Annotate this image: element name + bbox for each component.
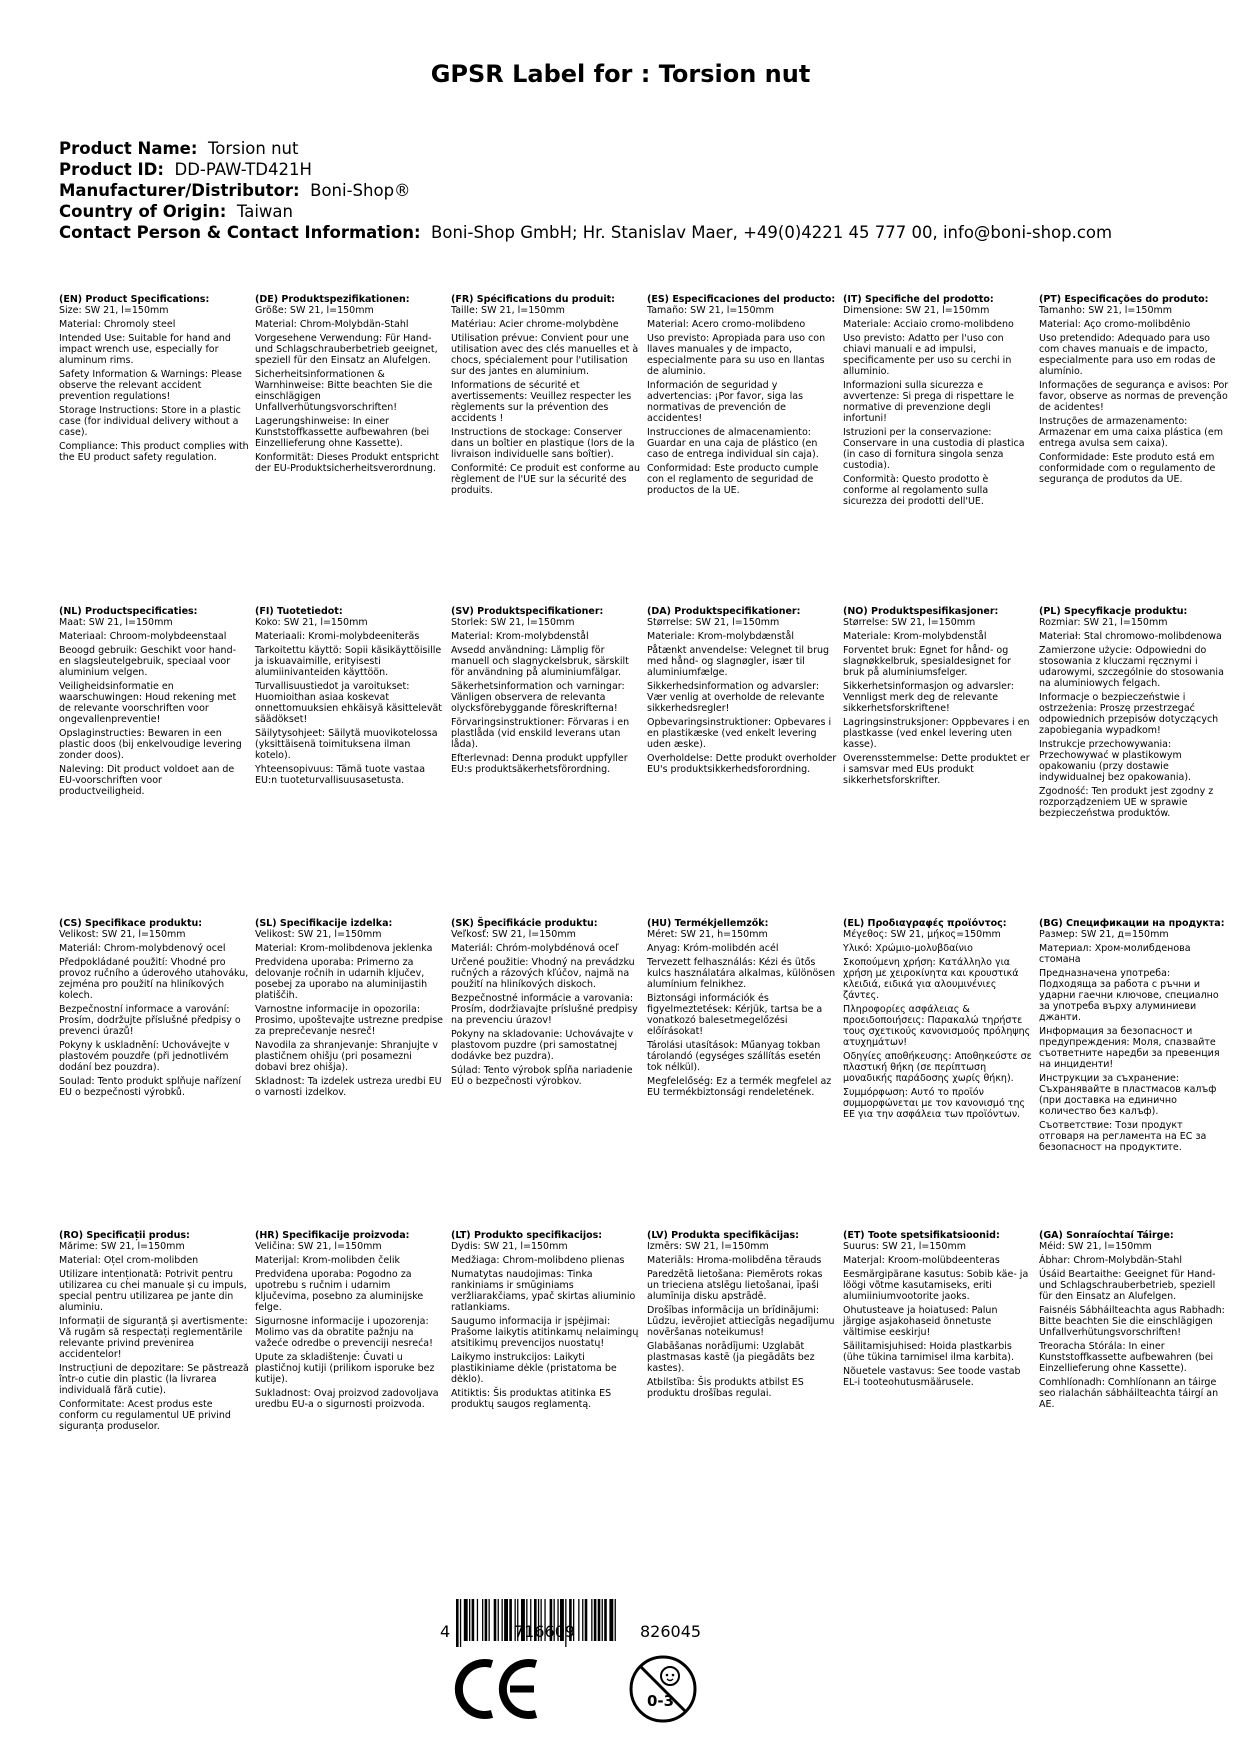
spec-paragraph: Pokyny na skladovanie: Uchovávajte v plastovom puzdre (pri samostatnej dodávke bez puzdra). [451, 1029, 634, 1062]
language-heading: (EL) Προδιαγραφές προϊόντος: [843, 918, 1007, 929]
language-heading: (PT) Especificações do produto: [1039, 294, 1209, 305]
language-block [843, 294, 1033, 510]
spec-paragraph: Overensstemmelse: Dette produktet er i samsvar med EUs produkt sikkerhetsforskrifter. [843, 753, 1030, 786]
barcode-digits [440, 1600, 820, 1641]
spec-paragraph: Инструкции за съхранение: Съхранявайте в пластмасов калъф (при доставка на единично количество без калъф). [1039, 1073, 1217, 1117]
spec-paragraph: Instruções de armazenamento: Armazenar em uma caixa plástica (em entrega avulsa sem caixa). [1039, 416, 1223, 449]
spec-paragraph: Utilizare intenționată: Potrivit pentru utilizarea cu chei manuale și cu impuls, special pentru utilizarea pe jante din aluminiu. [59, 1269, 247, 1313]
language-block [451, 918, 641, 1090]
spec-paragraph: Instructions de stockage: Conserver dans un boîtier en plastique (lors de la livraison individuelle sans boîtier). [451, 427, 635, 460]
language-block [843, 606, 1033, 789]
language-block [255, 606, 445, 789]
spec-paragraph: Glabāšanas norādījumi: Uzglabāt plastmasas kastē (ja piegādāts bez kastes). [647, 1341, 815, 1374]
spec-paragraph: Veiligheidsinformatie en waarschuwingen: Houd rekening met de relevante voorschriften voor ongevallenpreventie! [59, 681, 237, 725]
spec-paragraph: Sikkerhetsinformasjon og advarsler: Vennligst merk deg de relevante sikkerhetsforskriftene! [843, 681, 1014, 714]
spec-paragraph: Mărime: SW 21, l=150mm [59, 1241, 185, 1252]
spec-paragraph: Uso previsto: Adatto per l'uso con chiavi manuali e ad impulsi, specificamente per uso su cerchi in alluminio. [843, 333, 1012, 377]
language-heading: (FI) Tuotetiedot: [255, 606, 343, 617]
spec-paragraph: Συμμόρφωση: Αυτό το προϊόν συμμορφώνεται με τον κανονισμό της ΕΕ για την ασφάλεια των προϊόντων. [843, 1087, 1026, 1120]
spec-paragraph: Instrukcje przechowywania: Przechowywać w plastikowym opakowaniu (przy dostawie indywidualnej bez opakowania). [1039, 739, 1192, 783]
spec-paragraph: Materjal: Kroom-molübdeenteras [843, 1255, 1000, 1266]
language-heading: (IT) Specifiche del prodotto: [843, 294, 994, 305]
language-block [59, 1230, 249, 1435]
info-row [59, 201, 1199, 222]
language-heading: (CS) Specifikace produktu: [59, 918, 203, 929]
spec-paragraph: Materiaali: Kromi-molybdeeniteräs [255, 631, 420, 642]
spec-paragraph: Materiaal: Chroom-molybdeenstaal [59, 631, 227, 642]
spec-paragraph: Forventet bruk: Egnet for hånd- og slagnøkkelbruk, spesialdesignet for bruk på aluminiumsfelger. [843, 645, 1011, 678]
spec-paragraph: Sikkerhedsinformation og advarsler: Vær venlig at overholde de relevante sikkerhedsregler! [647, 681, 825, 714]
spec-paragraph: Tarkoitettu käyttö: Sopii käsikäyttöisille ja iskuavaimille, erityisesti alumiinivanteiden käyttöön. [255, 645, 442, 678]
spec-paragraph: Skladnost: Ta izdelek ustreza uredbi EU o varnosti izdelkov. [255, 1076, 442, 1098]
spec-paragraph: Méret: SW 21, h=150mm [647, 929, 768, 940]
spec-paragraph: Ábhar: Chrom-Molybdän-Stahl [1039, 1255, 1183, 1266]
language-heading: (NL) Productspecificaties: [59, 606, 198, 617]
spec-paragraph: Størrelse: SW 21, l=150mm [843, 617, 976, 628]
spec-paragraph: Opslaginstructies: Bewaren in een plastic doos (bij enkelvoudige levering zonder doos). [59, 728, 242, 761]
spec-paragraph: Förvaringsinstruktioner: Förvaras i en plastlåda (vid enskild leverans utan låda). [451, 717, 630, 750]
spec-paragraph: Suurus: SW 21, l=150mm [843, 1241, 966, 1252]
language-block [451, 1230, 641, 1413]
language-heading: (BG) Спецификации на продукта: [1039, 918, 1225, 929]
spec-paragraph: Súlad: Tento výrobok spĺňa nariadenie EÚ o bezpečnosti výrobkov. [451, 1065, 633, 1087]
spec-paragraph: Anyag: Króm-molibdén acél [647, 943, 779, 954]
spec-paragraph: Conformidade: Este produto está em conformidade com o regulamento de segurança de produtos da UE. [1039, 452, 1216, 485]
info-label: Contact Person & Contact Information: [59, 223, 421, 242]
spec-paragraph: Størrelse: SW 21, l=150mm [647, 617, 780, 628]
language-block [843, 918, 1033, 1123]
spec-paragraph: Yhteensopivuus: Tämä tuote vastaa EU:n tuoteturvallisuusasetusta. [255, 764, 426, 786]
spec-paragraph: Σκοπούμενη χρήση: Κατάλληλο για χρήση με χειροκίνητα και κρουστικά κλειδιά, ειδικά για αλουμινένιες ζάντες. [843, 957, 1019, 1001]
spec-paragraph: Информация за безопасност и предупреждения: Моля, спазвайте съответните наредби за превенция на инциденти! [1039, 1026, 1220, 1070]
spec-paragraph: Uso previsto: Apropiada para uso con llaves manuales y de impacto, especialmente para su uso en llantas de aluminio. [647, 333, 826, 377]
language-heading: (DE) Produktspezifikationen: [255, 294, 410, 305]
barcode-digit-lead: 4 [440, 1622, 451, 1641]
language-block [255, 294, 445, 477]
language-block [451, 294, 641, 499]
spec-paragraph: Tárolási utasítások: Műanyag tokban tárolandó (egységes szállítás esetén tok nélkül). [647, 1040, 821, 1073]
spec-paragraph: Materiál: Chrom-molybdenový ocel [59, 943, 226, 954]
spec-paragraph: Zamierzone użycie: Odpowiedni do stosowania z kluczami ręcznymi i udarowymi, szczególnie do stosowania na aluminiowych felgach. [1039, 645, 1224, 689]
info-label: Product Name: [59, 139, 198, 158]
spec-paragraph: Soulad: Tento produkt splňuje nařízení EU o bezpečnosti výrobků. [59, 1076, 242, 1098]
spec-paragraph: Sukladnost: Ovaj proizvod zadovoljava uredbu EU-a o sigurnosti proizvoda. [255, 1388, 439, 1410]
spec-paragraph: Säilitamisjuhised: Hoida plastkarbis (ühe tükina tarnimisel ilma karbita). [843, 1341, 1015, 1363]
spec-paragraph: Informații de siguranță și avertismente: Vă rugăm să respectați reglementările relevante privind prevenirea accidentelor! [59, 1316, 248, 1360]
spec-paragraph: Materiale: Krom-molybdænstål [647, 631, 794, 642]
spec-paragraph: Efterlevnad: Denna produkt uppfyller EU:s produktsäkerhetsförordning. [451, 753, 628, 775]
spec-paragraph: Ohutusteave ja hoiatused: Palun järgige asjakohaseid õnnetuste vältimise eeskirju! [843, 1305, 998, 1338]
spec-paragraph: Conformitate: Acest produs este conform cu regulamentul UE privind siguranța produselor. [59, 1399, 231, 1432]
spec-paragraph: Conformidad: Este producto cumple con el reglamento de seguridad de productos de la UE. [647, 463, 819, 496]
spec-paragraph: Avsedd användning: Lämplig för manuell och slagnyckelsbruk, särskilt för användning på aluminiumfälgar. [451, 645, 629, 678]
language-block [647, 294, 837, 499]
spec-paragraph: Veľkosť: SW 21, l=150mm [451, 929, 576, 940]
spec-paragraph: Safety Information & Warnings: Please observe the relevant accident prevention regulations! [59, 369, 242, 402]
language-heading: (HR) Specifikacije proizvoda: [255, 1230, 410, 1241]
spec-paragraph: Informacje o bezpieczeństwie i ostrzeżenia: Proszę przestrzegać odpowiednich przepisów dotyczących zapobiegania wypadkom! [1039, 692, 1219, 736]
language-heading: (LT) Produkto specifikacijos: [451, 1230, 603, 1241]
spec-paragraph: Tervezett felhasználás: Kézi és ütős kulcs használatára alkalmas, különösen alumínium felnikhez. [647, 957, 836, 990]
spec-paragraph: Πληροφορίες ασφάλειας & προειδοποιήσεις: Παρακαλώ τηρήστε τους σχετικούς κανονισμούς πρόληψης ατυχημάτων! [843, 1004, 1031, 1048]
language-heading: (ET) Toote spetsifikatsioonid: [843, 1230, 1000, 1241]
info-label: Country of Origin: [59, 202, 227, 221]
spec-paragraph: Materiál: Chróm-molybdénová oceľ [451, 943, 619, 954]
info-value: Torsion nut [207, 139, 299, 158]
language-block [647, 1230, 837, 1402]
language-heading: (RO) Specificații produs: [59, 1230, 190, 1241]
spec-paragraph: Pokyny k uskladnění: Uchovávejte v plastovém pouzdře (při jednotlivém dodání bez pouzdra). [59, 1040, 230, 1073]
spec-paragraph: Předpokládané použití: Vhodné pro provoz ručního a úderového utahováku, zejména pro použití na hliníkových kolech. [59, 957, 249, 1001]
spec-paragraph: Instrucciones de almacenamiento: Guardar en una caja de plástico (en caso de entrega individual sin caja). [647, 427, 819, 460]
spec-paragraph: Treoracha Stórála: In einer Kunststoffkassette aufbewahren (bei Einzellieferung ohne Kassette). [1039, 1341, 1214, 1374]
spec-paragraph: Storage Instructions: Store in a plastic case (for individual delivery without a case). [59, 405, 241, 438]
spec-paragraph: Säilytysohjeet: Säilytä muovikotelossa (yksittäisenä toimituksena ilman kotelo). [255, 728, 438, 761]
spec-paragraph: Rozmiar: SW 21, l=150mm [1039, 617, 1168, 628]
info-label: Manufacturer/Distributor: [59, 181, 300, 200]
spec-paragraph: Размер: SW 21, д=150mm [1039, 929, 1169, 940]
language-block [647, 918, 837, 1101]
spec-paragraph: Informations de sécurité et avertissements: Veuillez respecter les règlements sur la prévention des accidents ! [451, 380, 632, 424]
spec-paragraph: Conformité: Ce produit est conforme au règlement de l'UE sur la sécurité des produits. [451, 463, 640, 496]
language-heading: (NO) Produktspesifikasjoner: [843, 606, 999, 617]
spec-paragraph: Maat: SW 21, l=150mm [59, 617, 173, 628]
spec-paragraph: Material: Krom-molybdenstål [451, 631, 589, 642]
spec-paragraph: Size: SW 21, l=150mm [59, 305, 169, 316]
spec-paragraph: Matériau: Acier chrome-molybdène [451, 319, 619, 330]
spec-paragraph: Materiale: Acciaio cromo-molibdeno [843, 319, 1014, 330]
product-info [59, 138, 1199, 243]
spec-paragraph: Velikost: SW 21, l=150mm [255, 929, 382, 940]
spec-paragraph: Material: Chrom-Molybdän-Stahl [255, 319, 409, 330]
spec-paragraph: Storlek: SW 21, l=150mm [451, 617, 575, 628]
spec-paragraph: Materiāls: Hroma-molibdēna tērauds [647, 1255, 822, 1266]
spec-paragraph: Dydis: SW 21, l=150mm [451, 1241, 568, 1252]
spec-paragraph: Tamanho: SW 21, l=150mm [1039, 305, 1173, 316]
spec-paragraph: Intended Use: Suitable for hand and impact wrench use, especially for aluminum rims. [59, 333, 231, 366]
info-value: DD-PAW-TD421H [174, 160, 312, 179]
spec-paragraph: Información de seguridad y advertencias: ¡Por favor, siga las normativas de prevención de accidentes! [647, 380, 804, 424]
language-heading: (ES) Especificaciones del producto: [647, 294, 836, 305]
spec-paragraph: Izmērs: SW 21, l=150mm [647, 1241, 769, 1252]
spec-paragraph: Compliance: This product complies with the EU product safety regulation. [59, 441, 249, 463]
spec-paragraph: Materiale: Krom-molybdenstål [843, 631, 987, 642]
language-block [1039, 918, 1229, 1156]
language-block [255, 918, 445, 1101]
spec-paragraph: Méid: SW 21, l=150mm [1039, 1241, 1152, 1252]
spec-paragraph: Koko: SW 21, l=150mm [255, 617, 368, 628]
spec-paragraph: Atitiktis: Šis produktas atitinka ES produktų saugos reglamentą. [451, 1388, 612, 1410]
spec-paragraph: Conformità: Questo prodotto è conforme al regolamento sulla sicurezza dei prodotti dell'UE. [843, 474, 989, 507]
spec-paragraph: Zgodność: Ten produkt jest zgodny z rozporządzeniem UE w sprawie bezpieczeństwa produktów. [1039, 786, 1214, 819]
info-row [59, 222, 1199, 243]
spec-paragraph: Υλικό: Χρώμιο-μολυβδαίνιο [843, 943, 973, 954]
language-heading: (HU) Termékjellemzők: [647, 918, 769, 929]
spec-paragraph: Istruzioni per la conservazione: Conservare in una custodia di plastica (in caso di fornitura singola senza custodia). [843, 427, 1025, 471]
language-heading: (SV) Produktspecifikationer: [451, 606, 604, 617]
spec-paragraph: Predviđena uporaba: Pogodno za upotrebu s ručnim i udarnim ključevima, posebno za aluminijske felge. [255, 1269, 424, 1313]
language-heading: (FR) Spécifications du produit: [451, 294, 615, 305]
info-label: Product ID: [59, 160, 164, 179]
spec-paragraph: Určené použitie: Vhodný na prevádzku ručných a rázových kľúčov, najmä na použití na hliníkových diskoch. [451, 957, 635, 990]
spec-paragraph: Turvallisuustiedot ja varoitukset: Huomioithan asiaa koskevat onnettomuuksien ehkäisyä käsittelevät säädökset! [255, 681, 442, 725]
spec-paragraph: Uso pretendido: Adequado para uso com chaves manuais e de impacto, especialmente para uso em rodas de alumínio. [1039, 333, 1216, 377]
spec-paragraph: Beoogd gebruik: Geschikt voor hand- en slagsleutelgebruik, speciaal voor aluminium velgen. [59, 645, 237, 678]
language-block [1039, 294, 1229, 488]
age-warning-icon [628, 1654, 698, 1728]
language-block [59, 918, 249, 1101]
spec-paragraph: Konformität: Dieses Produkt entspricht der EU-Produktsicherheitsverordnung. [255, 452, 439, 474]
language-block [843, 1230, 1033, 1391]
spec-paragraph: Påtænkt anvendelse: Velegnet til brug med hånd- og slagnøgler, især til aluminiumfælge. [647, 645, 830, 678]
spec-paragraph: Съответствие: Този продукт отговаря на регламента на ЕС за безопасност на продуктите. [1039, 1120, 1207, 1153]
spec-paragraph: Tamaño: SW 21, l=150mm [647, 305, 774, 316]
spec-paragraph: Laikymo instrukcijos: Laikyti plastikiniame dėkle (pristatoma be dėklo). [451, 1352, 617, 1385]
spec-paragraph: Overholdelse: Dette produkt overholder EU's produktsikkerhedsforordning. [647, 753, 837, 775]
barcode-digits-right: 826045 [640, 1622, 702, 1641]
spec-paragraph: Saugumo informacija ir įspėjimai: Prašome laikytis atitinkamų nelaimingų atsitikimų prevencijos nuostatų! [451, 1316, 639, 1349]
language-heading: (DA) Produktspecifikationer: [647, 606, 801, 617]
spec-paragraph: Upute za skladištenje: Čuvati u plastičnoj kutiji (prilikom isporuke bez kutije). [255, 1352, 435, 1385]
info-row [59, 159, 1199, 180]
language-heading: (SL) Specifikacije izdelka: [255, 918, 393, 929]
spec-paragraph: Nõuetele vastavus: See toode vastab EL-i tooteohutusmäärusele. [843, 1366, 1021, 1388]
spec-paragraph: Sigurnosne informacije i upozorenja: Molimo vas da obratite pažnju na važeće odredbe o prevenciji nesreća! [255, 1316, 433, 1349]
spec-paragraph: Comhlíonadh: Comhlíonann an táirge seo rialachán sábháilteachta táirgí an AE. [1039, 1377, 1219, 1410]
spec-paragraph: Úsáid Beartaithe: Geeignet für Hand- und Schlagschrauberbetrieb, speziell für den Einsatz an Alufelgen. [1039, 1269, 1216, 1302]
spec-paragraph: Material: Krom-molibdenova jeklenka [255, 943, 433, 954]
age-label: 0-3 [647, 1692, 675, 1710]
page-title: GPSR Label for : Torsion nut [430, 60, 811, 88]
spec-paragraph: Bezpečnostní informace a varování: Prosím, dodržujte příslušné předpisy o prevenci úrazů! [59, 1004, 241, 1037]
language-block [59, 294, 249, 466]
spec-paragraph: Opbevaringsinstruktioner: Opbevares i en plastikæske (ved enkelt levering uden æske). [647, 717, 832, 750]
spec-paragraph: Instrucțiuni de depozitare: Se păstrează într-o cutie din plastic (la livrarea individuală fără cutie). [59, 1363, 249, 1396]
barcode-digits-left: 716609 [514, 1622, 576, 1641]
spec-paragraph: Taille: SW 21, l=150mm [451, 305, 565, 316]
spec-paragraph: Säkerhetsinformation och varningar: Vänligen observera de relevanta olycksförebyggande föreskrifterna! [451, 681, 625, 714]
spec-paragraph: Lagerungshinweise: In einer Kunststoffkassette aufbewahren (bei Einzellieferung ohne Kassette). [255, 416, 430, 449]
spec-paragraph: Οδηγίες αποθήκευσης: Αποθηκεύστε σε πλαστική θήκη (σε περίπτωση μοναδικής παράδοσης χωρίς θήκη). [843, 1051, 1032, 1084]
language-heading: (LV) Produkta specifikācijas: [647, 1230, 799, 1241]
spec-paragraph: Bezpečnostné informácie a varovania: Prosím, dodržiavajte príslušné predpisy na prevenciu úrazov! [451, 993, 638, 1026]
spec-paragraph: Material: Oțel crom-molibden [59, 1255, 199, 1266]
language-block [1039, 606, 1229, 822]
spec-paragraph: Größe: SW 21, l=150mm [255, 305, 374, 316]
info-row [59, 180, 1199, 201]
spec-paragraph: Dimensione: SW 21, l=150mm [843, 305, 990, 316]
spec-paragraph: Eesmärgipärane kasutus: Sobib käe- ja löögi võtme kasutamiseks, eriti alumiiniumvootorite jaoks. [843, 1269, 1029, 1302]
spec-paragraph: Medžiaga: Chrom-molibdeno plienas [451, 1255, 625, 1266]
spec-paragraph: Biztonsági információk és figyelmeztetések: Kérjük, tartsa be a vonatkozó balesetmegelőzési előírásokat! [647, 993, 823, 1037]
info-row [59, 138, 1199, 159]
spec-paragraph: Lagringsinstruksjoner: Oppbevares i en plastkasse (ved enkel levering uten kasse). [843, 717, 1030, 750]
spec-paragraph: Numatytas naudojimas: Tinka rankiniams ir smūginiams veržliarakčiams, ypač skirtas aliuminio ratlankiams. [451, 1269, 636, 1313]
spec-paragraph: Informazioni sulla sicurezza e avvertenze: Si prega di rispettare le normative di prevenzione degli infortuni! [843, 380, 1014, 424]
spec-paragraph: Megfelelőség: Ez a termék megfelel az EU termékbiztonsági rendeletének. [647, 1076, 832, 1098]
spec-paragraph: Utilisation prévue: Convient pour une utilisation avec des clés manuelles et à chocs, spécialement pour l'utilisation sur des jantes en aluminium. [451, 333, 639, 377]
spec-paragraph: Naleving: Dit product voldoet aan de EU-voorschriften voor productveiligheid. [59, 764, 235, 797]
spec-paragraph: Drošības informācija un brīdinājumi: Lūdzu, ievērojiet attiecīgās negadījumu novēršanas noteikumus! [647, 1305, 835, 1338]
language-heading: (EN) Product Specifications: [59, 294, 210, 305]
spec-paragraph: Varnostne informacije in opozorila: Prosimo, upoštevajte ustrezne predpise za preprečevanje nesreč! [255, 1004, 443, 1037]
ce-mark-icon [452, 1658, 542, 1724]
spec-paragraph: Предназначена употреба: Подходяща за работа с ръчни и ударни гаечни ключове, специално за употреба върху алуминиеви джанти. [1039, 968, 1219, 1023]
language-block [451, 606, 641, 778]
info-value: Taiwan [236, 202, 293, 221]
spec-paragraph: Informações de segurança e avisos: Por favor, observe as normas de prevenção de acidentes! [1039, 380, 1229, 413]
language-block [1039, 1230, 1229, 1413]
info-value: Boni-Shop® [310, 181, 411, 200]
spec-paragraph: Material: Chromoly steel [59, 319, 176, 330]
spec-paragraph: Μέγεθος: SW 21, μήκος=150mm [843, 929, 1001, 940]
language-heading: (SK) Špecifikácie produktu: [451, 918, 598, 929]
spec-paragraph: Atbilstība: Šis produkts atbilst ES produktu drošības regulai. [647, 1377, 804, 1399]
spec-paragraph: Faisnéis Sábháilteachta agus Rabhadh: Bitte beachten Sie die einschlägigen Unfallverhütungsvorschriften! [1039, 1305, 1225, 1338]
spec-paragraph: Материал: Хром-молибденова стомана [1039, 943, 1191, 965]
spec-paragraph: Navodila za shranjevanje: Shranjujte v plastičnem ohišju (pri posamezni dobavi brez ohišja). [255, 1040, 439, 1073]
spec-paragraph: Materijal: Krom-molibden čelik [255, 1255, 401, 1266]
language-block [647, 606, 837, 778]
spec-paragraph: Materiał: Stal chromowo-molibdenowa [1039, 631, 1222, 642]
spec-paragraph: Predvidena uporaba: Primerno za delovanje ročnih in udarnih ključev, posebej za uporabo na aluminijastih platiščih. [255, 957, 428, 1001]
spec-paragraph: Vorgesehene Verwendung: Für Hand- und Schlagschrauberbetrieb geeignet, speziell für den Einsatz an Alufelgen. [255, 333, 438, 366]
info-value: Boni-Shop GmbH; Hr. Stanislav Maer, +49(0)4221 45 777 00, info@boni-shop.com [431, 223, 1113, 242]
spec-paragraph: Material: Acero cromo-molibdeno [647, 319, 806, 330]
spec-paragraph: Sicherheitsinformationen & Warnhinweise: Bitte beachten Sie die einschlägigen Unfallverhütungsvorschriften! [255, 369, 433, 413]
language-heading: (PL) Specyfikacje produktu: [1039, 606, 1188, 617]
spec-paragraph: Velikost: SW 21, l=150mm [59, 929, 186, 940]
spec-paragraph: Material: Aço cromo-molibdênio [1039, 319, 1191, 330]
spec-paragraph: Paredzētā lietošana: Piemērots rokas un trieciena atslēgu lietošanai, īpaši alumīnija disku apstrādē. [647, 1269, 823, 1302]
language-block [59, 606, 249, 800]
language-block [255, 1230, 445, 1413]
language-heading: (GA) Sonraíochtaí Táirge: [1039, 1230, 1174, 1241]
spec-paragraph: Veličina: SW 21, l=150mm [255, 1241, 382, 1252]
